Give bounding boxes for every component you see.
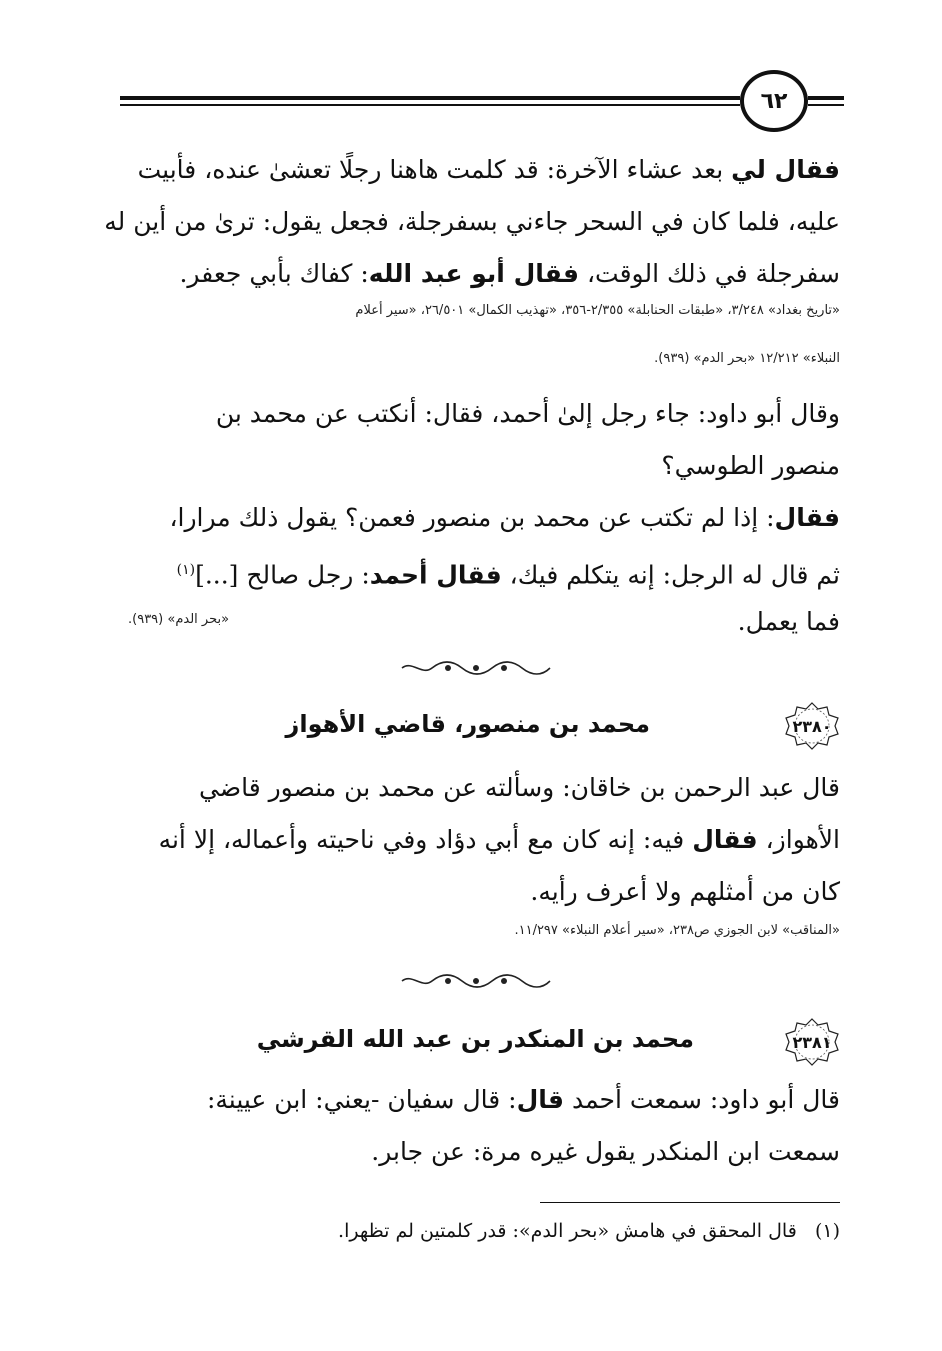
reference-line: «بحر الدم» (٩٣٩). (128, 612, 230, 627)
bold-phrase: فقال أحمد (369, 560, 502, 590)
entry-title: محمد بن منصور، قاضي الأهواز (285, 710, 650, 738)
text-span: : قال سفيان -يعني: ابن عيينة: (206, 1085, 517, 1114)
entry-2380-line-3: كان من أمثلهم ولا أعرف رأيه. (530, 877, 840, 906)
entry-number: ٢٣٨١ (792, 1032, 832, 1052)
text-span: الأهواز، (757, 825, 840, 854)
footnote-number: (١) (814, 1220, 840, 1242)
bold-phrase: فقال (774, 503, 840, 532)
footnote-marker[interactable]: (١) (176, 562, 196, 578)
passage-1-line-3 (179, 254, 840, 294)
text-span: ثم قال له الرجل: إنه يتكلم فيك، (501, 560, 840, 590)
bold-phrase: فقال لي (731, 155, 840, 184)
passage-1-line-2: عليه، فلما كان في السحر جاءني بسفرجلة، فجعل يقول: ترىٰ من أين له (104, 207, 840, 236)
entry-2381-line-2: سمعت ابن المنكدر يقول غيره مرة: عن جابر. (371, 1137, 840, 1166)
reference-line: «تاريخ بغداد» ٣/٢٤٨، «طبقات الحنابلة» ٢/٣٥٥-٣٥٦، «تهذيب الكمال» ٢٦/٥٠١، «سير أعلام (355, 303, 840, 318)
footnote-text: قال المحقق في هامش «بحر الدم»: قدر كلمتين لم تظهرا. (338, 1220, 797, 1242)
page-number: ٦٢ (740, 70, 808, 132)
passage-2-line-2: منصور الطوسي؟ (661, 451, 840, 480)
text-span: سفرجلة في ذلك الوقت، (579, 259, 840, 288)
reference-line: النبلاء» ١٢/٢١٢ «بحر الدم» (٩٣٩). (654, 351, 840, 366)
text-span: : رجل صالح [...] (195, 560, 370, 590)
text-span: قال أبو داود: سمعت أحمد (564, 1085, 840, 1114)
passage-2-line-1: وقال أبو داود: جاء رجل إلىٰ أحمد، فقال: أنكتب عن محمد بن (215, 399, 840, 428)
entry-number: ٢٣٨٠ (792, 716, 832, 736)
bold-phrase: فقال (692, 825, 758, 854)
ornament-divider (400, 660, 552, 676)
passage-2-line-3 (169, 498, 840, 538)
footnote-rule (540, 1202, 840, 1203)
reference-line: «المناقب» لابن الجوزي ص٢٣٨، «سير أعلام النبلاء» ١١/٢٩٧. (514, 923, 840, 938)
text-span: فيه: إنه كان مع أبي دؤاد وفي ناحيته وأعماله، إلا أنه (158, 825, 693, 854)
entry-title: محمد بن المنكدر بن عبد الله القرشي (256, 1025, 694, 1053)
passage-2-line-5: فما يعمل. (737, 607, 840, 636)
entry-2380-line-1: قال عبد الرحمن بن خاقان: وسألته عن محمد بن منصور قاضي (199, 773, 840, 802)
text-span: : إذا لم تكتب عن محمد بن منصور فعمن؟ يقول ذلك مرارا، (169, 503, 775, 532)
bold-phrase: فقال أبو عبد الله (368, 259, 580, 288)
entry-number-badge (780, 700, 844, 752)
footnote (338, 1220, 840, 1242)
passage-1-line-1 (138, 150, 840, 190)
entry-number-badge (780, 1016, 844, 1068)
text-span: بعد عشاء الآخرة: قد كلمت هاهنا رجلًا تعشىٰ عنده، فأبيت (137, 155, 732, 184)
bold-phrase: قال (516, 1085, 565, 1114)
ornament-divider (400, 973, 552, 989)
header-rule-tail (808, 96, 844, 106)
passage-2-line-4 (177, 550, 840, 595)
entry-2381-line-1 (207, 1080, 840, 1120)
entry-2380-line-2 (159, 820, 840, 860)
header-rule (120, 96, 740, 106)
text-span: : كفاك بأبي جعفر. (179, 259, 369, 288)
